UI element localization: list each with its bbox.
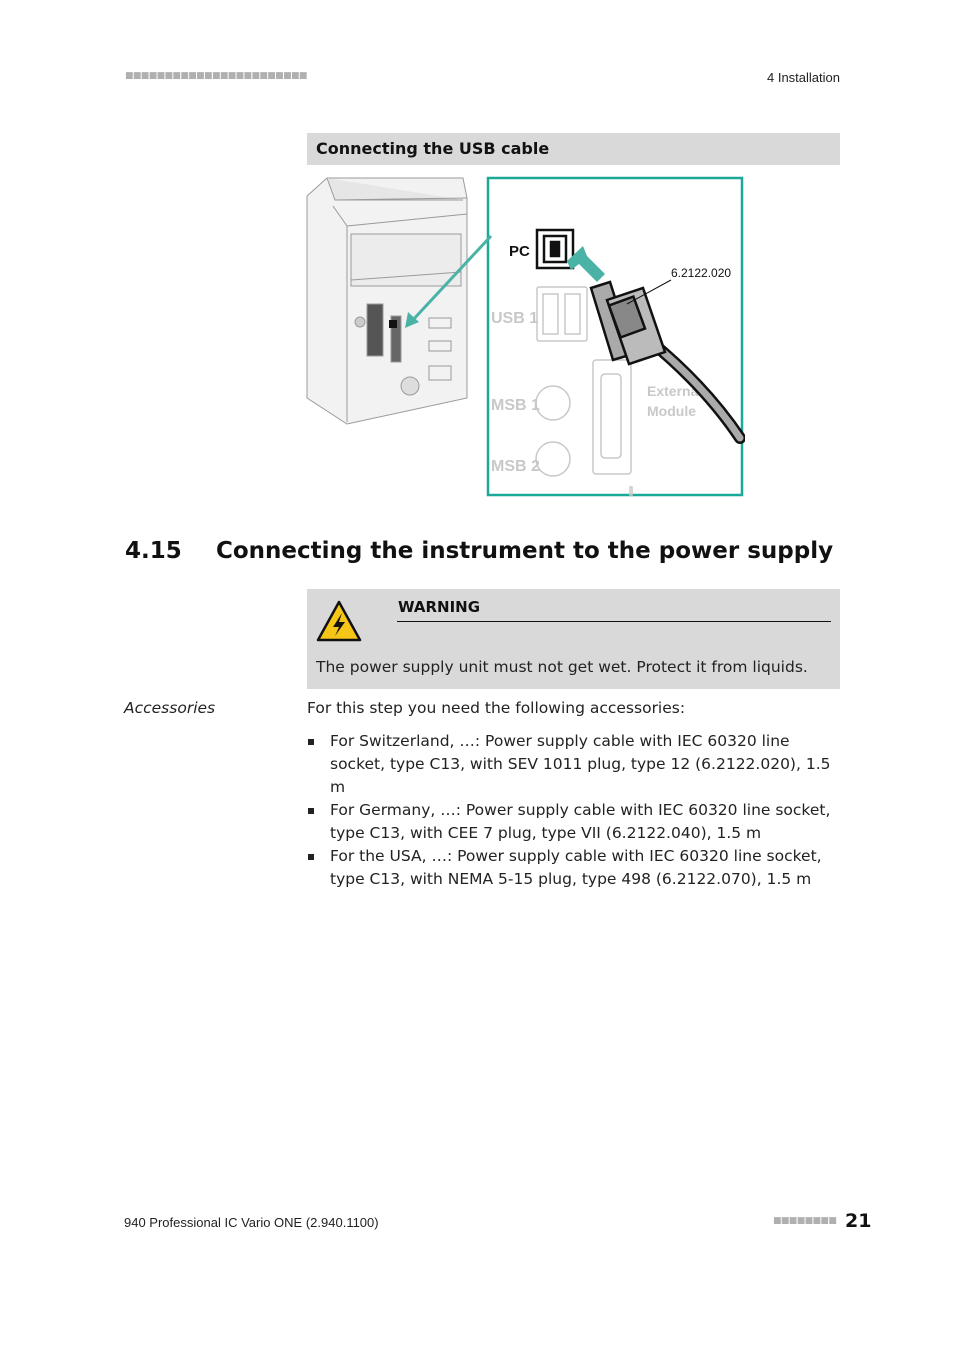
list-item: [307, 799, 840, 845]
list-item: [307, 730, 840, 799]
list-item-text: For the USA, …: Power supply cable with IEC 60320 line socket, type C13, with NEMA 5-15 plug, type 498 (6.2122.070), 1.5 m: [330, 847, 822, 888]
cable-part-number: 6.2122.020: [671, 266, 732, 280]
usb-connection-illustration: [305, 176, 745, 498]
instrument-rear-view: [307, 178, 467, 424]
usb1-port-label: USB 1: [491, 310, 539, 327]
warning-divider: [397, 621, 831, 622]
msb2-port-label: MSB 2: [491, 458, 540, 475]
external-module-label-line2: Module: [647, 403, 696, 419]
pc-port-label: PC: [509, 243, 530, 260]
bullet-icon: [308, 739, 314, 745]
msb1-port-label: MSB 1: [491, 397, 540, 414]
footer-decoration: ■■■■■■■■: [773, 1216, 837, 1226]
figure-title-bar: [307, 133, 840, 165]
figure-title: Connecting the USB cable: [316, 139, 550, 158]
header-decoration: ■■■■■■■■■■■■■■■■■■■■■■■: [125, 71, 307, 81]
warning-label: WARNING: [398, 598, 481, 616]
page-number: 21: [845, 1210, 872, 1232]
accessories-list: [307, 730, 840, 891]
list-item: [307, 845, 840, 891]
section-heading: [125, 538, 833, 564]
warning-text: The power supply unit must not get wet. Protect it from liquids.: [316, 658, 808, 676]
list-item-text: For Germany, …: Power supply cable with IEC 60320 line socket, type C13, with CEE 7 plug, type VII (6.2122.040), 1.5 m: [330, 801, 831, 842]
margin-label-accessories: Accessories: [124, 699, 216, 717]
accessories-intro: For this step you need the following accessories:: [307, 699, 686, 717]
section-title: Connecting the instrument to the power supply: [216, 538, 834, 564]
external-module-label-line1: External: [647, 383, 703, 399]
warning-box: [307, 589, 840, 689]
footer-document-title: 940 Professional IC Vario ONE (2.940.1100): [124, 1215, 379, 1230]
list-item-text: For Switzerland, …: Power supply cable with IEC 60320 line socket, type C13, with SEV 1011 plug, type 12 (6.2122.020), 1.5 m: [330, 732, 831, 796]
running-header-chapter: 4 Installation: [767, 70, 840, 85]
section-number: 4.15: [125, 538, 182, 564]
electrical-hazard-icon: [316, 600, 362, 642]
bullet-icon: [308, 854, 314, 860]
bullet-icon: [308, 808, 314, 814]
